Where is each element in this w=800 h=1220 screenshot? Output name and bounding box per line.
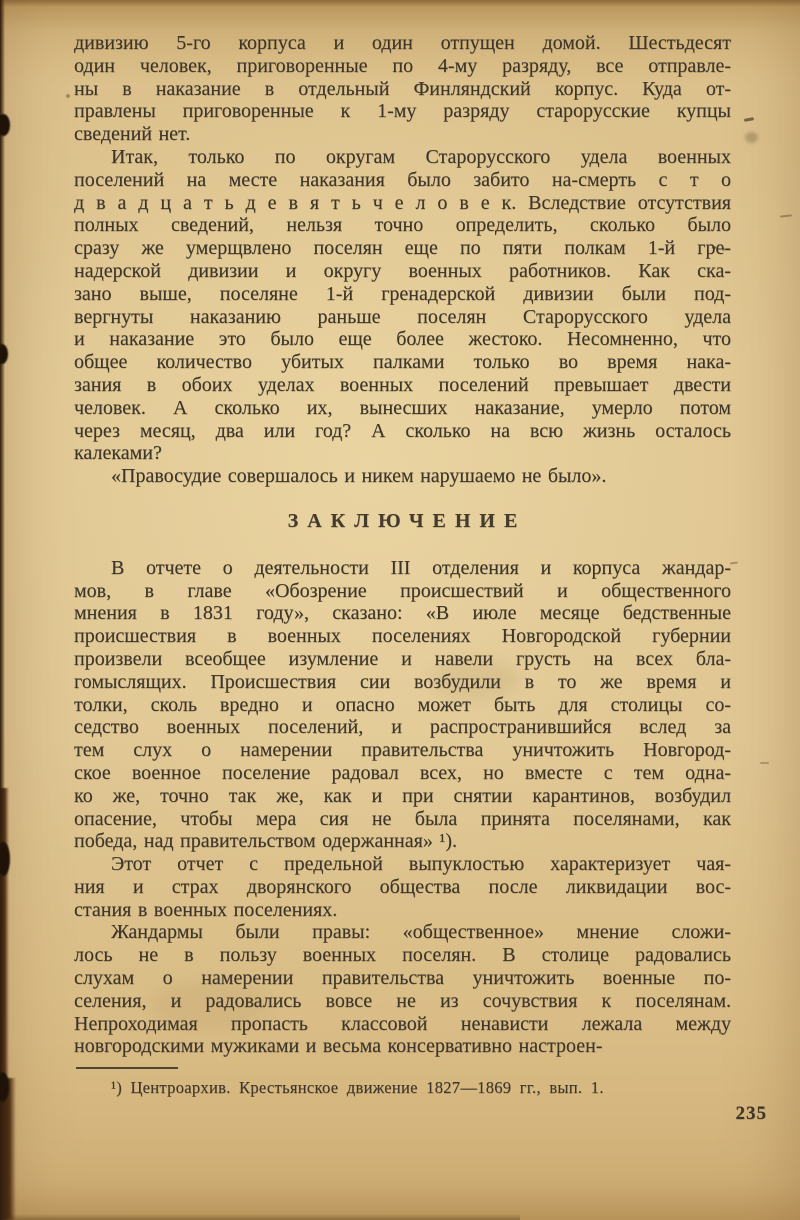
text-line: седство военных поселений, и распространившийся вслед за [74,716,731,739]
page-number: 235 [735,1103,767,1124]
paragraph [74,853,731,921]
text-block [74,32,731,1098]
text-line: произвели всеобщее изумление и навели грусть на всех бла- [74,647,731,670]
text-line: мнения в 1831 году», сказано: «В июле месяце бедственные [74,602,731,625]
binding-blemish [0,344,8,364]
text-line: ко же, точно так же, как и при снятии карантинов, возбудил [74,784,731,807]
paper-speck [730,561,738,564]
text-line: В отчете о деятельности III отделения и корпуса жандар- [111,556,731,579]
text-line: «Правосудие совершалось и никем нарушаемо не было». [111,465,607,488]
text-line: происшествия в военных поселениях Новгородской губернии [74,625,731,648]
text-line: сведений нет. [74,123,191,146]
text-line: надерской дивизии и округу военных работников. Как ска- [74,259,731,282]
body-text-upper [74,32,731,488]
text-line: мов, в главе «Обозрение происшествий и общественного [74,579,731,602]
text-line: дивизию 5-го корпуса и один отпущен домой. Шестьдесят [74,32,731,54]
text-line: толки, сколь вредно и опасно может быть для столицы со- [74,693,731,716]
text-line: зано выше, поселяне 1-й гренадерской дивизии были под- [74,282,731,305]
paragraph [74,146,731,465]
text-line: селения, и радовались вовсе не из сочувствия к поселянам. [74,989,731,1012]
text-line: ское военное поселение радовал всех, но вместе с тем одна- [74,761,731,784]
paragraph [74,465,731,488]
text-line: Итак, только по округам Старорусского удела военных [111,145,731,168]
paper-speck [780,214,792,217]
text-line: ны в наказание в отдельный Финляндский корпус. Куда от- [74,77,731,100]
footnote-separator [76,1067,178,1069]
binding-blemish [0,114,10,136]
footnote: ¹) Центроархив. Крестьянское движение 1827—1869 гг., вып. 1. [111,1078,604,1098]
text-line: тем слух о намерении правительства уничтожить Новгород- [74,739,731,762]
text-line: сразу же умерщвлено поселян еще по пяти полкам 1-й гре- [74,237,731,260]
text-line: Непроходимая пропасть классовой ненависти лежала между [74,1012,731,1035]
text-line: поселений на месте наказания было забито на-смерть с т о [74,168,731,191]
paragraph [74,557,731,853]
page-bottom-edge-shadow [0,1214,520,1220]
paragraph [74,32,731,146]
text-line: гомыслящих. Происшествия сии возбудили в то же время и [74,670,731,693]
text-line: калеками? [74,442,162,465]
paper-speck [744,117,754,122]
text-line: правлены приговоренные к 1-му разряду старорусские купцы [74,100,731,123]
page-top-edge-shadow [0,0,800,7]
text-line: лось не в пользу военных поселян. В столице радовались [74,944,731,967]
paper-speck [745,132,758,143]
text-line: опасение, чтобы мера сия не была принята поселянами, как [74,807,731,830]
text-line: слухам о намерении правительства уничтожить военные по- [74,967,731,990]
text-line: новгородскими мужиками и весьма консервативно настроен- [74,1035,603,1058]
text-line: и наказание это было еще более жестоко. Несомненно, что [74,328,731,351]
text-line: стания в военных поселениях. [74,898,338,921]
text-line: Этот отчет с предельной выпуклостью характеризует чая- [111,853,731,876]
text-line: победа, над правительством одержанная» ¹). [74,830,457,853]
text-line: человек. А сколько их, вынесших наказание, умерло потом [74,396,731,419]
paper-speck [66,94,70,98]
body-text-lower [74,557,731,1059]
text-line: д в а д ц а т ь д е в я т ь ч е л о в е к. Вследствие отсутствия [74,191,731,214]
text-line: Жандармы были правы: «общественное» мнение сложи- [111,921,731,944]
paragraph [74,921,731,1058]
text-line: ния и страх дворянского общества после ликвидации вос- [74,875,731,898]
text-line: общее количество убитых палками только во время нака- [74,351,731,374]
paper-speck [760,762,769,764]
text-line: через месяц, два или год? А сколько на всю жизнь осталось [74,419,731,442]
chapter-heading: ЗАКЛЮЧЕНИЕ [287,509,527,532]
text-line: полных сведений, нельзя точно определить, сколько было [74,214,731,237]
text-line: один человек, приговоренные по 4-му разряду, все отправле- [74,54,731,77]
text-line: вергнуты наказанию раньше поселян Старорусского удела [74,305,731,328]
text-line: зания в обоих уделах военных поселений превышает двести [74,373,731,396]
